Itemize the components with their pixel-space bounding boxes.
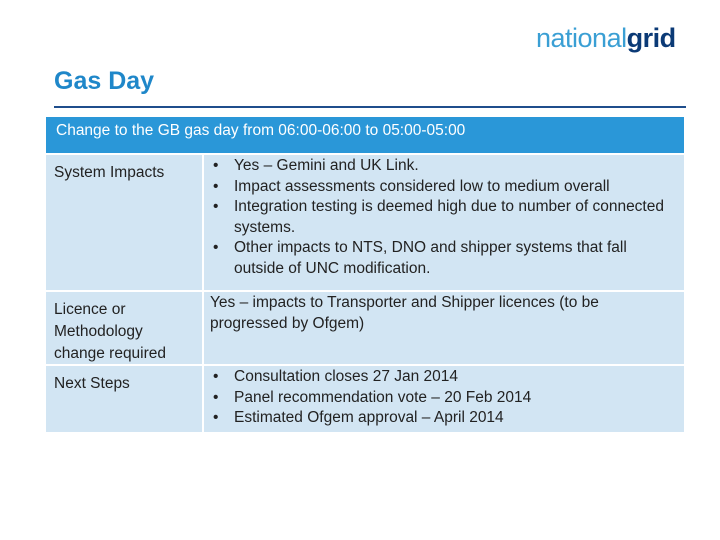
row-label-system-impacts: System Impacts — [54, 164, 165, 181]
next-steps-list — [210, 367, 678, 429]
table-header: Change to the GB gas day from 06:00-06:00 to 05:00-05:00 — [46, 117, 684, 153]
list-item-text: Integration testing is deemed high due to number of connected systems. — [234, 198, 664, 236]
logo-text-national: national — [536, 23, 627, 53]
row-content-system-impacts — [202, 155, 684, 290]
table-row-next-steps — [46, 364, 684, 432]
list-item-text: Yes – Gemini and UK Link. — [234, 157, 419, 174]
list-item-text: Panel recommendation vote – 20 Feb 2014 — [234, 388, 532, 406]
bullet-icon: • — [213, 239, 219, 256]
list-item-text: Consultation closes 27 Jan 2014 — [234, 368, 459, 385]
list-item — [210, 388, 678, 409]
bullet-icon: • — [213, 388, 219, 406]
row-content-licence-change: Yes – impacts to Transporter and Shipper licences (to be progressed by Ofgem) — [202, 292, 684, 364]
list-item — [210, 156, 678, 177]
logo-text-grid: grid — [626, 23, 676, 53]
list-item — [210, 177, 678, 198]
list-item-text: Estimated Ofgem approval – April 2014 — [234, 409, 504, 426]
title-divider — [54, 106, 686, 108]
list-item — [210, 367, 678, 388]
bullet-icon: • — [213, 177, 219, 195]
national-grid-logo — [536, 18, 676, 58]
row-content-next-steps — [202, 366, 684, 432]
table-row-licence-change — [46, 290, 684, 364]
bullet-icon: • — [213, 157, 219, 174]
bullet-icon: • — [213, 409, 219, 426]
list-item — [210, 197, 678, 238]
bullet-icon: • — [213, 368, 219, 385]
list-item — [210, 238, 678, 279]
bullet-icon: • — [213, 198, 219, 215]
list-item-text: Other impacts to NTS, DNO and shipper systems that fall outside of UNC modification. — [234, 239, 627, 277]
system-impacts-list — [210, 156, 678, 279]
row-label-licence-change: Licence or Methodology change required — [54, 301, 167, 362]
table-row-system-impacts — [46, 153, 684, 290]
slide-title: Gas Day — [54, 67, 155, 95]
list-item — [210, 408, 678, 429]
gas-day-table — [46, 117, 684, 432]
row-label-next-steps: Next Steps — [54, 375, 130, 392]
list-item-text: Impact assessments considered low to medium overall — [234, 177, 610, 195]
